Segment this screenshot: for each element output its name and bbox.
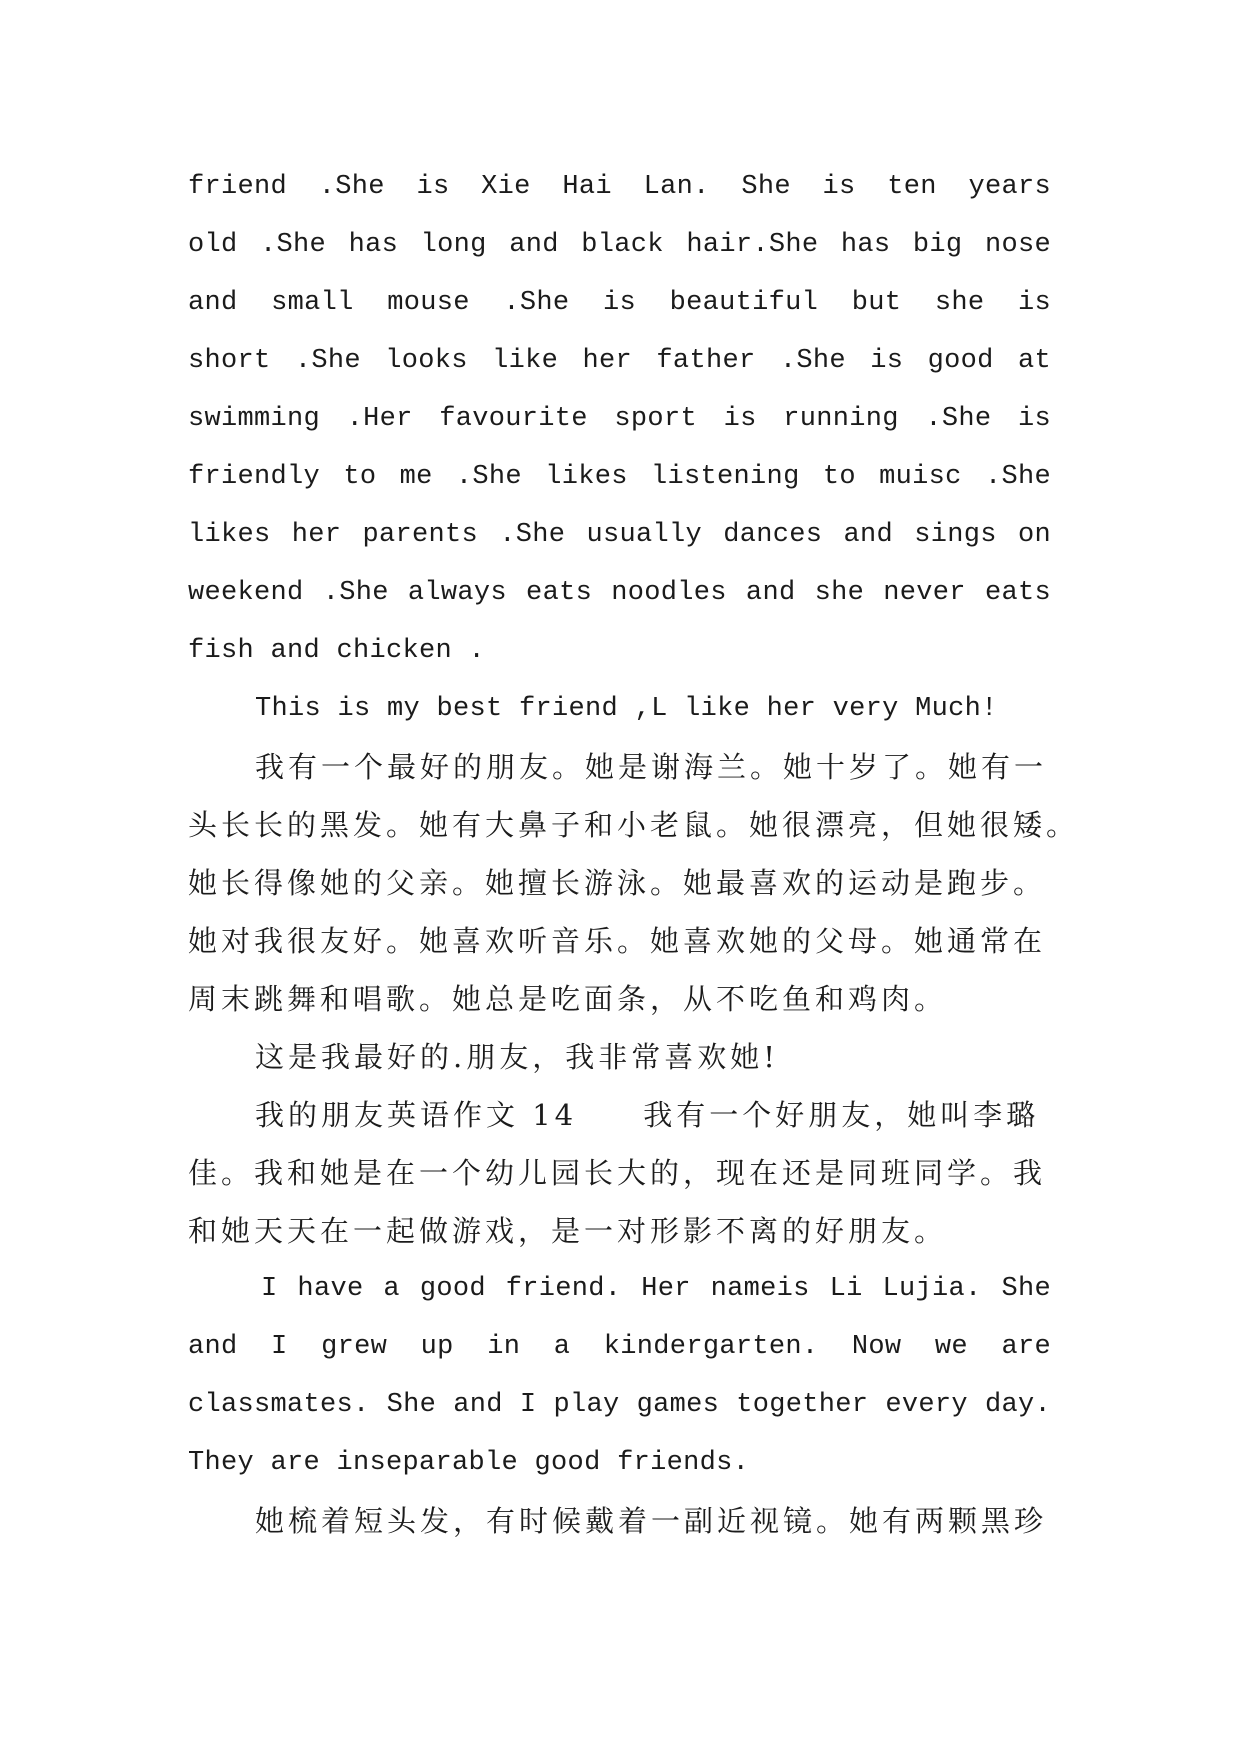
text-line: and small mouse .She is beautiful but she is (188, 288, 1051, 318)
text-line: 她对我很友好。她喜欢听音乐。她喜欢她的父母。她通常在 (188, 924, 1047, 958)
text-line: fish and chicken . (188, 636, 486, 666)
paragraph-essay-14-chinese (188, 1086, 1051, 1260)
text-line: 佳。我和她是在一个幼儿园长大的，现在还是同班同学。我 (188, 1156, 1047, 1190)
text-line: swimming .Her favourite sport is running .She is (188, 404, 1051, 434)
text-line: friend .She is Xie Hai Lan. She is ten years (188, 172, 1051, 202)
text-line: 头长长的黑发。她有大鼻子和小老鼠。她很漂亮，但她很矮。 (188, 808, 1080, 842)
paragraph-chinese-closing (188, 1028, 1051, 1086)
text-line: 我的朋友英语作文 14 我有一个好朋友，她叫李璐 (255, 1098, 1040, 1132)
text-line: likes her parents .She usually dances and sings on (188, 520, 1051, 550)
paragraph-chinese-description (188, 738, 1080, 1028)
text-line: and I grew up in a kindergarten. Now we are (188, 1332, 1051, 1362)
text-line: I have a good friend. Her nameis Li Lujia. She (261, 1274, 1051, 1304)
text-line: This is my best friend ,L like her very Much! (255, 694, 998, 724)
document-body (188, 158, 1080, 1550)
text-line: 和她天天在一起做游戏，是一对形影不离的好朋友。 (188, 1214, 948, 1248)
text-line: 她长得像她的父亲。她擅长游泳。她最喜欢的运动是跑步。 (188, 866, 1047, 900)
paragraph-essay-14-chinese-continued (188, 1492, 1051, 1550)
text-line: old .She has long and black hair.She has big nose (188, 230, 1051, 260)
paragraph-english-description (188, 158, 1051, 680)
text-line: friendly to me .She likes listening to muisc .She (188, 462, 1051, 492)
paragraph-essay-14-english (188, 1260, 1051, 1492)
text-line: 周末跳舞和唱歌。她总是吃面条，从不吃鱼和鸡肉。 (188, 982, 948, 1016)
text-line: short .She looks like her father .She is good at (188, 346, 1051, 376)
text-line: 这是我最好的.朋友，我非常喜欢她! (255, 1040, 779, 1074)
text-line: weekend .She always eats noodles and she never eats (188, 578, 1051, 608)
paragraph-english-closing (188, 680, 1051, 738)
text-line: They are inseparable good friends. (188, 1448, 750, 1478)
text-line: classmates. She and I play games together every day. (188, 1390, 1051, 1420)
text-line: 她梳着短头发，有时候戴着一副近视镜。她有两颗黑珍 (255, 1504, 1048, 1538)
text-line: 我有一个最好的朋友。她是谢海兰。她十岁了。她有一 (255, 750, 1048, 784)
